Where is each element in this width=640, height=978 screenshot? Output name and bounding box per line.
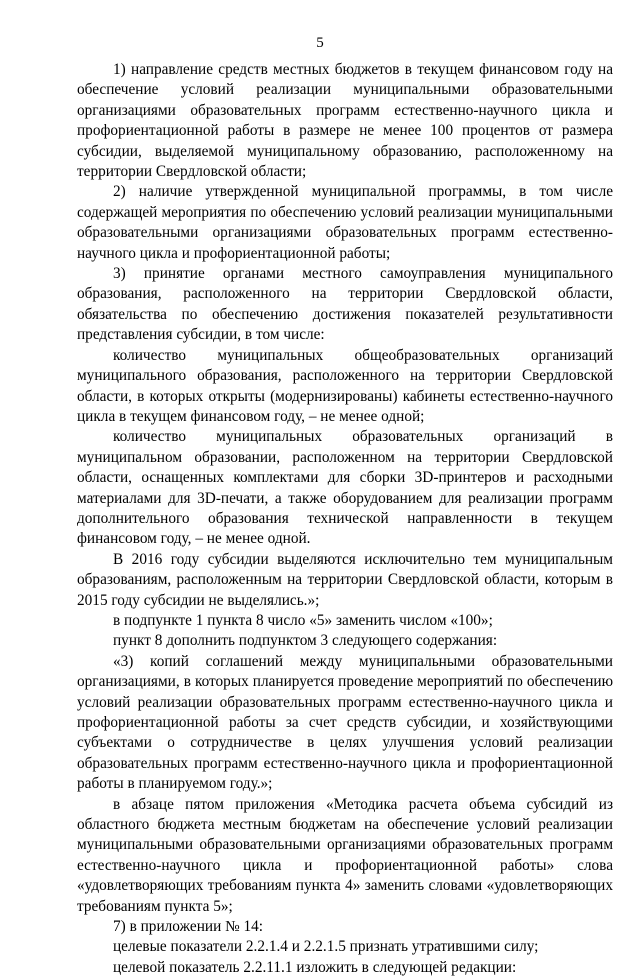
paragraph-methodology: в абзаце пятом приложения «Методика расчета объема субсидий из областного бюджета местным бюджетам на обеспечение условий реализации муниципальными образовательными организациями образовательных программ естественно-научного цикла и профориентационной работы» слова «удовлетворяющих требованиям пункта 4» заменить словами «удовлетворяющих требованиям пункта 5»; [77, 795, 613, 915]
document-body [77, 60, 613, 978]
paragraph-appendix-14: 7) в приложении № 14: [113, 918, 264, 936]
paragraph-indicator-1: количество муниципальных общеобразовательных организаций муниципального образования, расположенного на территории Свердловской области, в которых открыты (модернизированы) кабинеты естественно-научного цикла в текущем финансовом году, – не менее одной; [77, 346, 613, 425]
paragraph-item-2: 2) наличие утвержденной муниципальной программы, в том числе содержащей мероприятия по обеспечению условий реализации муниципальными образовательными организациями образовательных программ естественно-научного цикла и профориентационной работы; [77, 183, 613, 262]
paragraph-item-1: 1) направление средств местных бюджетов в текущем финансовом году на обеспечение условий реализации муниципальными образовательными организациями образовательных программ естественно-научного цикла и профориентационной работы в размере не менее 100 процентов от размера субсидии, выделяемой муниципальному образованию, расположенному на территории Свердловской области; [77, 61, 613, 181]
paragraph-target-invalid: целевые показатели 2.2.1.4 и 2.2.1.5 признать утратившими силу; [113, 938, 539, 956]
paragraph-2016-note: В 2016 году субсидии выделяются исключительно тем муниципальным образованиям, расположенным на территории Свердловской области, которым в 2015 году субсидии не выделялись.»; [77, 550, 613, 609]
page-number: 5 [316, 35, 324, 51]
paragraph-amend-p8-add: пункт 8 дополнить подпунктом 3 следующего содержания: [113, 632, 498, 650]
paragraph-target-new: целевой показатель 2.2.11.1 изложить в следующей редакции: [113, 958, 517, 976]
paragraph-amend-p8-1: в подпункте 1 пункта 8 число «5» заменить числом «100»; [113, 611, 493, 629]
paragraph-item-3: 3) принятие органами местного самоуправления муниципального образования, расположенного на территории Свердловской области, обязательства по обеспечению достижения показателей результативности представления субсидии, в том числе: [77, 265, 613, 344]
paragraph-subitem-3: «3) копий соглашений между муниципальными образовательными организациями, в которых планируется проведение мероприятий по обеспечению условий реализации образовательных программ естественно-научного цикла и профориентационной работы за счет средств субсидии, и хозяйствующими субъектами о сотрудничестве в целях улучшения условий реализации образовательных программ естественно-научного цикла и профориентационной работы в планируемом году.»; [77, 652, 613, 793]
paragraph-indicator-2: количество муниципальных образовательных организаций в муниципальном образовании, расположенном на территории Свердловской области, оснащенных комплектами для сборки 3D-принтеров и расходными материалами для 3D-печати, а также оборудованием для реализации программ дополнительного образования технической направленности в текущем финансовом году, – не менее одной. [77, 428, 613, 548]
